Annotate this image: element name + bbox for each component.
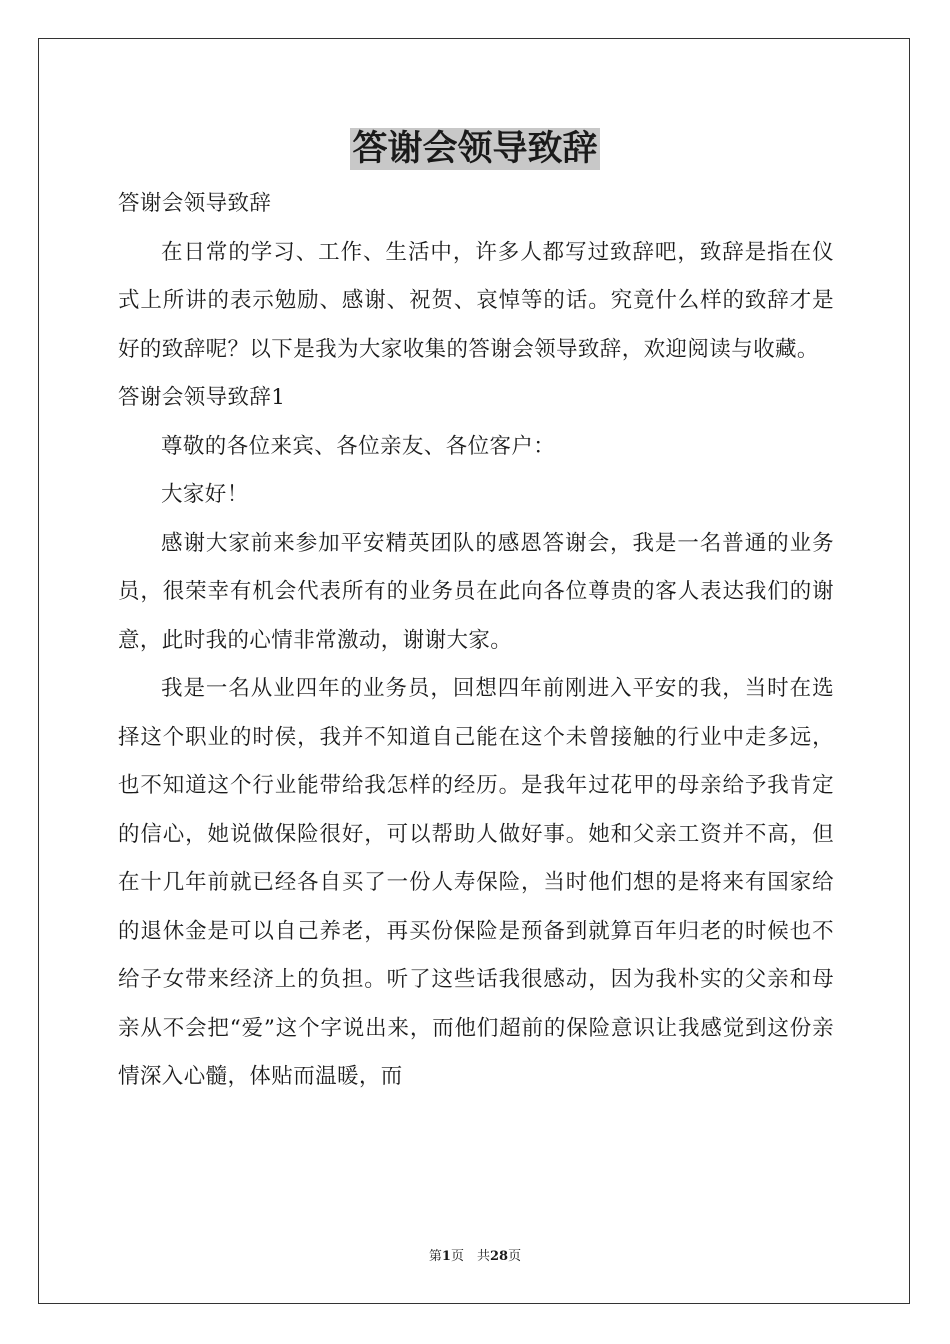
footer-mid: 页 共 [450, 1249, 490, 1264]
page-footer [0, 1249, 950, 1265]
footer-prefix: 第 [428, 1249, 442, 1264]
footer-total-pages: 28 [489, 1249, 509, 1264]
paragraph-subtitle: 答谢会领导致辞 [118, 191, 272, 216]
footer-current-page: 1 [441, 1249, 451, 1264]
paragraph-greeting: 大家好！ [161, 482, 249, 507]
paragraph-intro: 在日常的学习、工作、生活中，许多人都写过致辞吧，致辞是指在仪式上所讲的表示勉励、感谢、祝贺、哀悼等的话。究竟什么样的致辞才是好的致辞呢？以下是我为大家收集的答谢会领导致辞，欢迎阅读与收藏。 [118, 239, 834, 362]
title-wrap [0, 128, 950, 170]
document-title: 答谢会领导致辞 [352, 129, 598, 169]
paragraph-story: 我是一名从业四年的业务员，回想四年前刚进入平安的我，当时在选择这个职业的时侯，我并不知道自己能在这个未曾接触的行业中走多远，也不知道这个行业能带给我怎样的经历。是我年过花甲的母亲给予我肯定的信心，她说做保险很好，可以帮助人做好事。她和父亲工资并不高，但在十几年前就已经各自买了一份人寿保险，当时他们想的是将来有国家给的退休金是可以自己养老，再买份保险是预备到就算百年归老的时候也不给子女带来经济上的负担。听了这些话我很感动，因为我朴实的父亲和母亲从不会把“爱”这个字说出来，而他们超前的保险意识让我感觉到这份亲情深入心髓，体贴而温暖，而 [118, 676, 834, 1089]
paragraph-thanks: 感谢大家前来参加平安精英团队的感恩答谢会，我是一名普通的业务员，很荣幸有机会代表所有的业务员在此向各位尊贵的客人表达我们的谢意，此时我的心情非常激动，谢谢大家。 [118, 530, 834, 653]
section-heading-1: 答谢会领导致辞1 [118, 385, 286, 410]
paragraph-salutation: 尊敬的各位来宾、各位亲友、各位客户： [161, 433, 556, 459]
footer-suffix: 页 [508, 1249, 522, 1264]
document-body [118, 180, 834, 1102]
